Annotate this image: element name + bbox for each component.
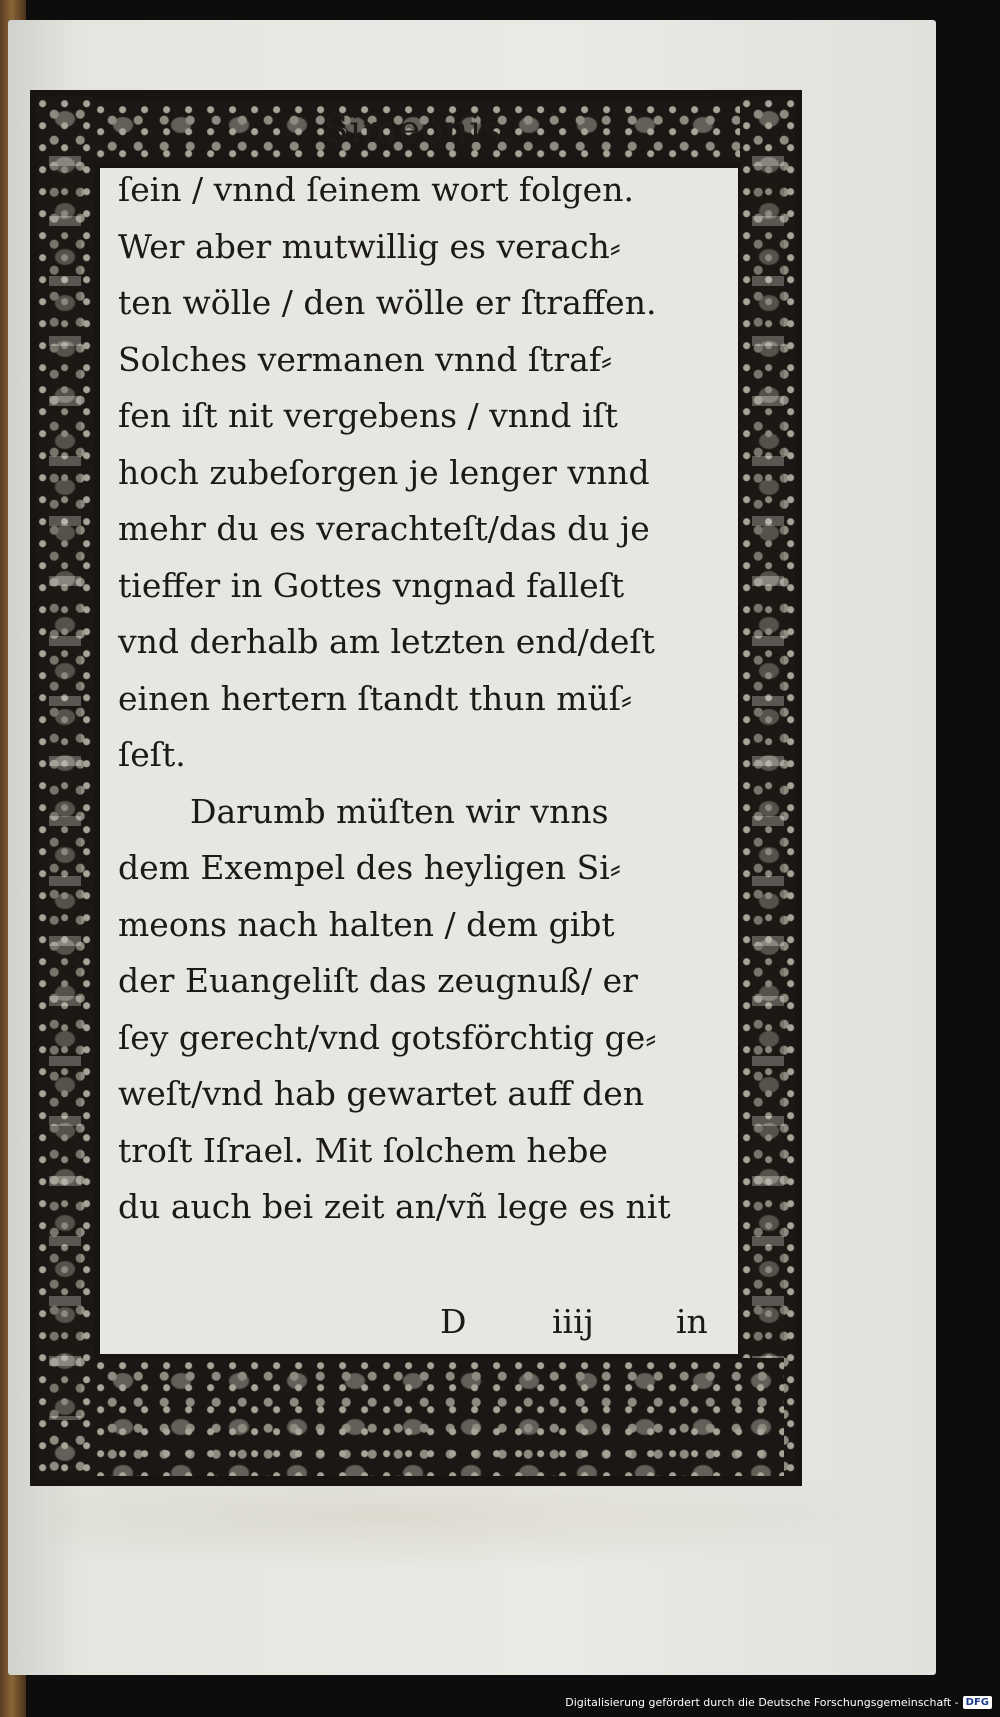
ornamental-pillar-left (36, 96, 94, 1480)
text-line: weſt/vnd hab gewartet auff den (118, 1074, 645, 1113)
text-line: ſein / vnnd ſeinem wort folgen. (118, 170, 634, 209)
text-line: einen hertern ſtandt thun müſ⸗ (118, 678, 633, 718)
body-text (118, 162, 718, 1236)
text-line: ten wölle / den wölle er ſtraffen. (118, 283, 657, 322)
text-line: fen iſt nit vergebens / vnnd iſt (118, 396, 618, 435)
text-line: meons nach halten / dem gibt (118, 904, 615, 944)
text-line: troſt Iſrael. Mit ſolchem hebe (118, 1130, 608, 1170)
text-line: der Euangeliſt das zeugnuß/ er (118, 961, 638, 1000)
text-line: dem Exempel des heyligen Si⸗ (118, 848, 621, 887)
signature-mark: D (440, 1302, 467, 1341)
text-line: vnd derhalb am letzten end/deſt (118, 622, 655, 661)
text-line-indented: Darumb müſten wir vnns (190, 791, 609, 831)
text-line: tieffer in Gottes vngnad falleſt (118, 565, 625, 605)
running-heading: Simeonis. (323, 108, 515, 151)
text-line: Wer aber mutwillig es verach⸗ (118, 226, 621, 266)
signature-number: iiij (552, 1302, 594, 1341)
dfg-logo-icon: DFG (963, 1696, 992, 1709)
text-line: du auch bei zeit an/vñ lege es nit (118, 1187, 671, 1226)
text-line: mehr du es verachteſt/das du je (118, 509, 650, 548)
ornamental-pillar-right (740, 96, 796, 1480)
text-line: Solches vermanen vnnd ſtraf⸗ (118, 339, 613, 379)
text-line: ſeſt. (118, 735, 186, 774)
ornamental-border-bottom (94, 1358, 784, 1476)
text-line: hoch zubeſorgen je lenger vnnd (118, 452, 650, 492)
catchword: in (676, 1302, 708, 1341)
digitization-credit (565, 1696, 992, 1709)
text-line: ſey gerecht/vnd gotsförchtig ge⸗ (118, 1017, 657, 1057)
credit-text: Digitalisierung gefördert durch die Deutsche Forschungsgemeinschaft - (565, 1696, 959, 1709)
